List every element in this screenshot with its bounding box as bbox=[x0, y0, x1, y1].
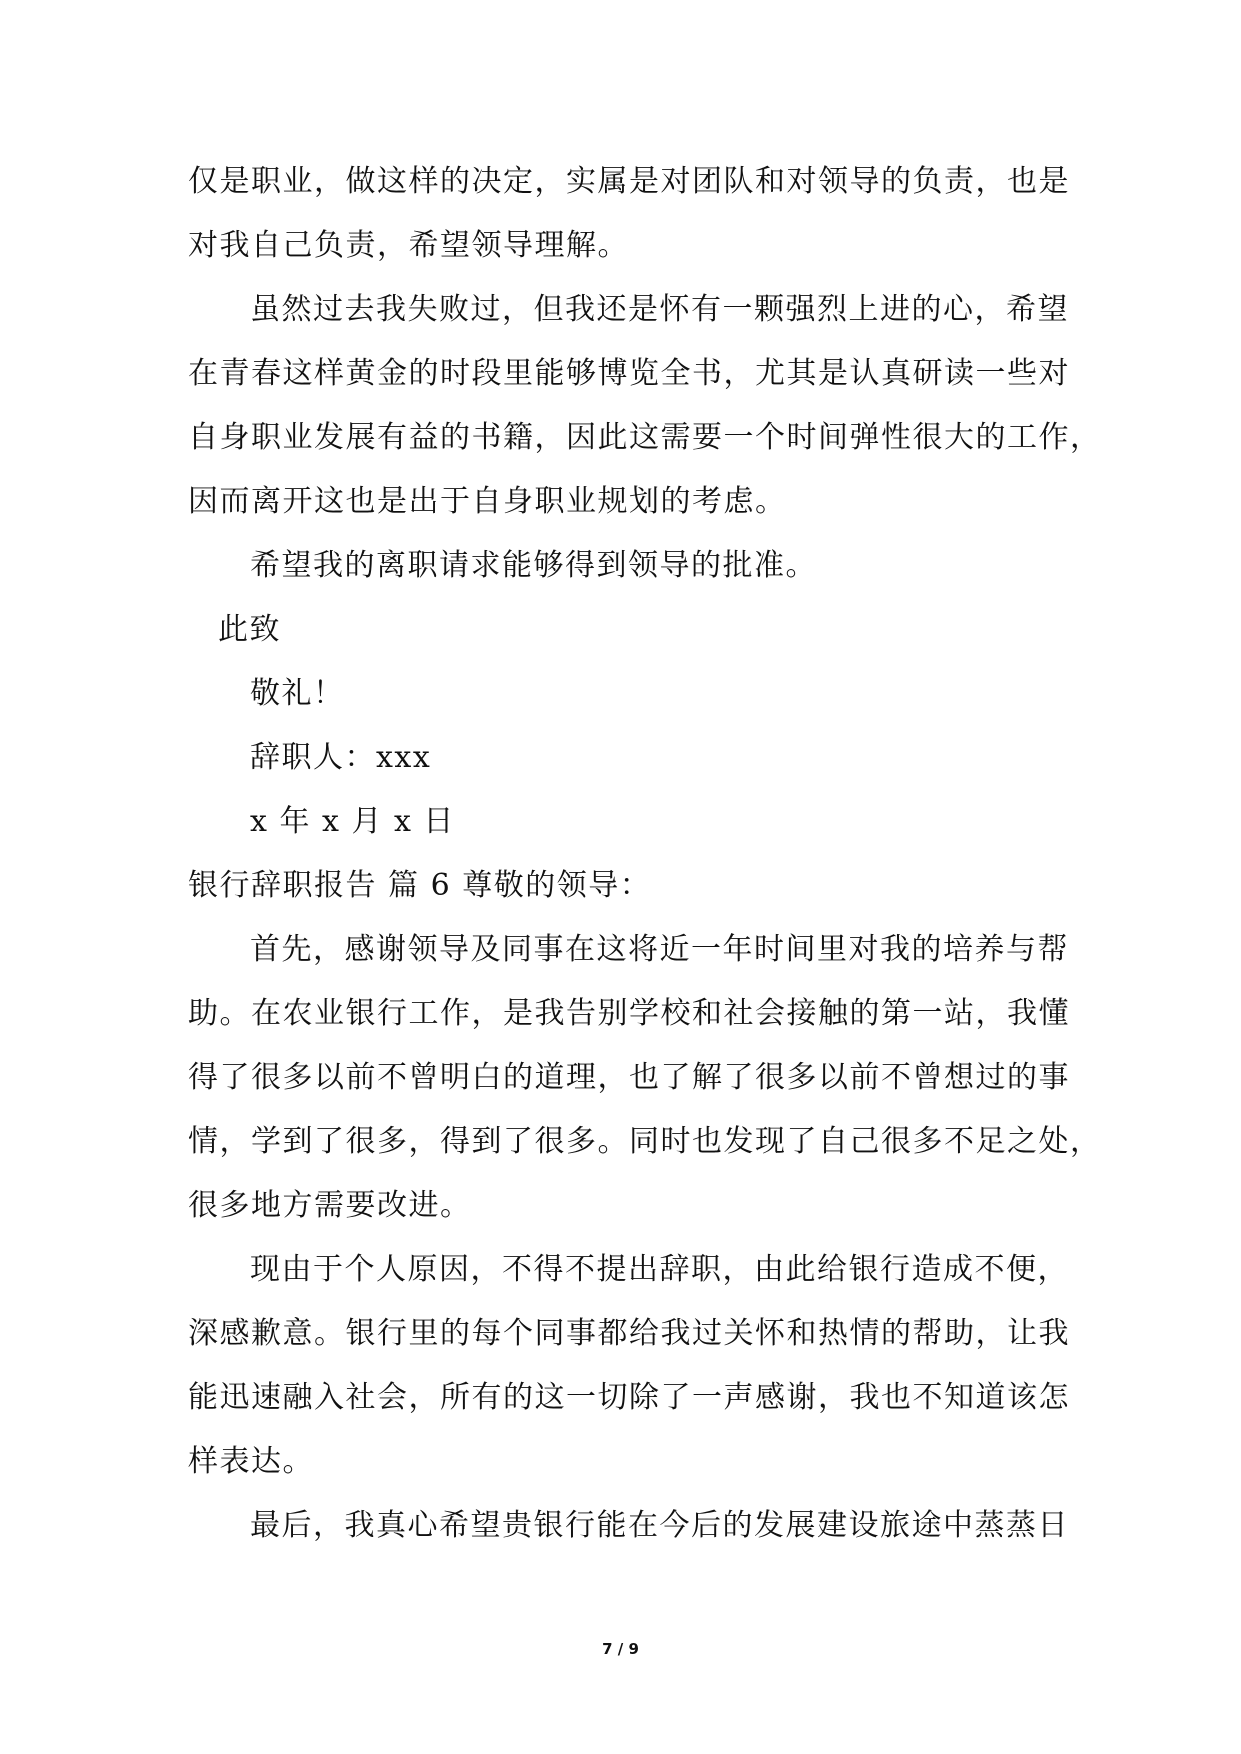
paragraph-start: 首先，感谢领导及同事在这将近一年时间里对我的培养与帮 bbox=[250, 932, 1069, 967]
text-line: 很多地方需要改进。 bbox=[188, 1188, 472, 1223]
paragraph-start: 最后，我真心希望贵银行能在今后的发展建设旅途中蒸蒸日 bbox=[250, 1508, 1069, 1543]
text-line: 得了很多以前不曾明白的道理，也了解了很多以前不曾想过的事 bbox=[188, 1060, 1070, 1095]
signature-date: x 年 x 月 x 日 bbox=[250, 804, 455, 839]
closing-regards: 敬礼！ bbox=[250, 676, 345, 711]
signature-name: 辞职人：xxx bbox=[250, 740, 432, 775]
text-line: 情，学到了很多，得到了很多。同时也发现了自己很多不足之处， bbox=[188, 1124, 1102, 1159]
paragraph-start: 希望我的离职请求能够得到领导的批准。 bbox=[250, 548, 817, 583]
closing-salutation: 此致 bbox=[218, 612, 281, 647]
text-line: 自身职业发展有益的书籍，因此这需要一个时间弹性很大的工作， bbox=[188, 420, 1102, 455]
text-line: 仅是职业，做这样的决定，实属是对团队和对领导的负责，也是 bbox=[188, 164, 1070, 199]
text-line: 深感歉意。银行里的每个同事都给我过关怀和热情的帮助，让我 bbox=[188, 1316, 1070, 1351]
paragraph-start: 虽然过去我失败过，但我还是怀有一颗强烈上进的心，希望 bbox=[250, 292, 1069, 327]
text-line: 助。在农业银行工作，是我告别学校和社会接触的第一站，我懂 bbox=[188, 996, 1070, 1031]
text-line: 样表达。 bbox=[188, 1444, 314, 1479]
paragraph-start: 现由于个人原因，不得不提出辞职，由此给银行造成不便， bbox=[250, 1252, 1069, 1287]
section-heading: 银行辞职报告 篇 6 尊敬的领导： bbox=[188, 868, 652, 903]
text-line: 因而离开这也是出于自身职业规划的考虑。 bbox=[188, 484, 787, 519]
text-line: 在青春这样黄金的时段里能够博览全书，尤其是认真研读一些对 bbox=[188, 356, 1070, 391]
text-line: 对我自己负责，希望领导理解。 bbox=[188, 228, 629, 263]
document-body bbox=[188, 150, 1102, 1558]
text-line: 能迅速融入社会，所有的这一切除了一声感谢，我也不知道该怎 bbox=[188, 1380, 1070, 1415]
page-number: 7 / 9 bbox=[602, 1640, 639, 1658]
